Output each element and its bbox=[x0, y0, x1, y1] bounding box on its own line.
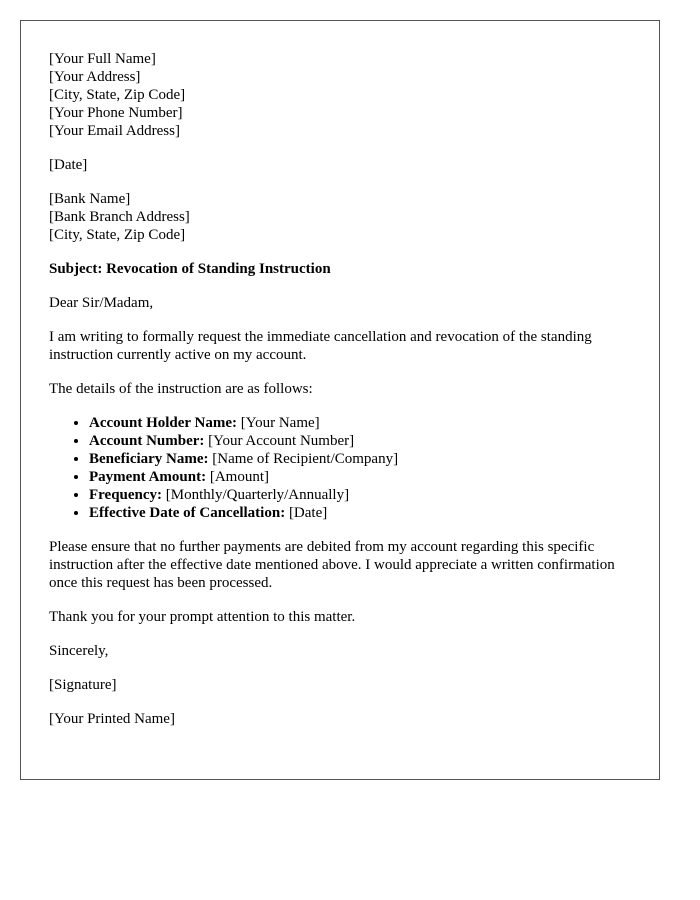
detail-label: Beneficiary Name: bbox=[89, 451, 209, 467]
recipient-address-block bbox=[49, 190, 631, 244]
sender-address: [Your Address] bbox=[49, 69, 141, 85]
closing: Sincerely, bbox=[49, 643, 109, 659]
sender-name: [Your Full Name] bbox=[49, 51, 156, 67]
list-item bbox=[89, 450, 631, 468]
detail-value: [Your Name] bbox=[240, 415, 320, 431]
details-list bbox=[49, 414, 631, 522]
list-item bbox=[89, 486, 631, 504]
detail-value: [Your Account Number] bbox=[208, 433, 355, 449]
detail-value: [Monthly/Quarterly/Annually] bbox=[165, 487, 350, 503]
letter-document bbox=[20, 20, 660, 780]
salutation: Dear Sir/Madam, bbox=[49, 295, 154, 311]
recipient-bank-name: [Bank Name] bbox=[49, 191, 131, 207]
sender-email: [Your Email Address] bbox=[49, 123, 180, 139]
sender-city-state-zip: [City, State, Zip Code] bbox=[49, 87, 186, 103]
list-item bbox=[89, 504, 631, 522]
detail-label: Payment Amount: bbox=[89, 469, 207, 485]
thanks-paragraph: Thank you for your prompt attention to this matter. bbox=[49, 609, 356, 625]
request-paragraph: Please ensure that no further payments are debited from my account regarding this specific instruction after the effective date mentioned above. I would appreciate a written confirmation once this request has been processed. bbox=[49, 539, 615, 591]
sender-phone: [Your Phone Number] bbox=[49, 105, 183, 121]
recipient-city-state-zip: [City, State, Zip Code] bbox=[49, 227, 186, 243]
detail-label: Account Number: bbox=[89, 433, 205, 449]
detail-label: Frequency: bbox=[89, 487, 163, 503]
detail-label: Account Holder Name: bbox=[89, 415, 238, 431]
recipient-branch-address: [Bank Branch Address] bbox=[49, 209, 190, 225]
subject-line: Subject: Revocation of Standing Instruction bbox=[49, 261, 331, 277]
detail-value: [Name of Recipient/Company] bbox=[212, 451, 399, 467]
intro-paragraph: I am writing to formally request the immediate cancellation and revocation of the standing instruction currently active on my account. bbox=[49, 329, 592, 363]
list-item bbox=[89, 468, 631, 486]
details-intro: The details of the instruction are as follows: bbox=[49, 381, 313, 397]
detail-value: [Amount] bbox=[209, 469, 269, 485]
printed-name: [Your Printed Name] bbox=[49, 711, 175, 727]
list-item bbox=[89, 414, 631, 432]
detail-label: Effective Date of Cancellation: bbox=[89, 505, 286, 521]
sender-address-block bbox=[49, 50, 631, 140]
list-item bbox=[89, 432, 631, 450]
signature: [Signature] bbox=[49, 677, 117, 693]
detail-value: [Date] bbox=[288, 505, 328, 521]
letter-date: [Date] bbox=[49, 157, 88, 173]
